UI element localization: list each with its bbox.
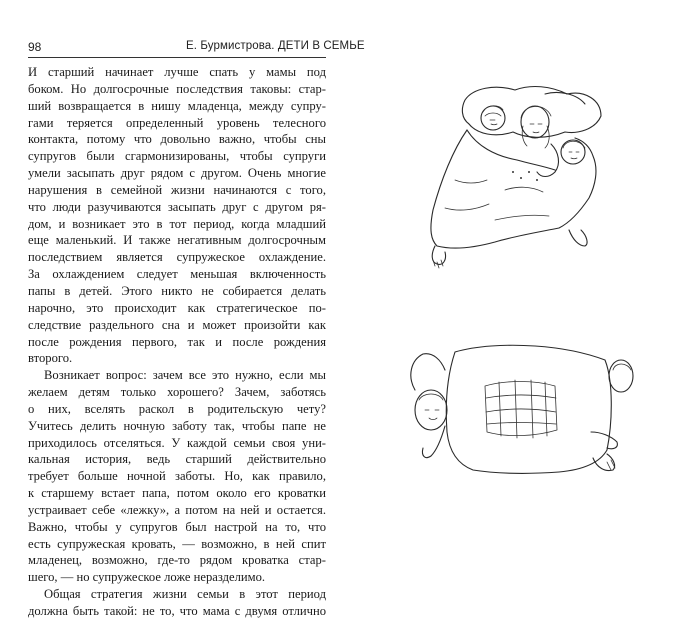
illustrations-svg [345,60,645,500]
text-line: о них, вселять раскол в родительскую чету? [28,401,326,416]
text-line: младенец, возможно, где-то рядом кроватка стар- [28,553,326,568]
text-line: нарушения в семейной жизни начинаются с того, [28,182,326,197]
text-line: ший возвращается в нишу младенца, между супру- [28,98,326,113]
text-line: дом, и возникает это в тот период, когда младший [28,216,326,231]
text-line: желаем детям только хорошего? Зачем, заботясь [28,385,326,400]
text-line: Общая стратегия жизни семьи в этот период [44,587,326,602]
text-line: должна быть такой: не то, что мама с двумя отлично [28,604,326,618]
running-head: Е. Бурмистрова. ДЕТИ В СЕМЬЕ [186,40,365,52]
header-rule [28,57,326,58]
text-line: контакта, потому что довольно важно, чтобы сны [28,132,326,147]
text-line: еще маленький. И также негативным долгосрочным [28,233,326,248]
text-line: шего, — но супружеское ложе неразделимо. [28,570,266,585]
illustrations [345,60,645,500]
text-line: гами теряется определенный уровень телесного [28,115,326,130]
body-text [28,64,326,620]
text-line: папы в детей. Этого никто не собирается делать [28,283,326,298]
text-line: требует больше ночной заботы. Но, как правило, [28,469,326,484]
text-line: после рождения первого, так и после рождения [28,334,326,349]
text-line: есть супружеская кровать, — возможно, в ней спит [28,536,326,551]
text-line: умели засыпать друг рядом с другом. Очень многие [28,166,326,181]
text-line: к старшему встает папа, потом около его кроватки [28,486,326,501]
text-line: Возникает вопрос: зачем все это нужно, если мы [44,368,326,383]
parents-sleeping-apart-drawing [411,345,633,473]
text-line: супругов были сгармонизированы, чтобы супруги [28,149,326,164]
text-line: кальная история, ведь старший действительно [28,452,326,467]
family-sleeping-together-drawing [431,87,601,268]
text-line: устраивает себе «лежку», а потом на ней и остается. [28,502,326,517]
text-line: последствием является супружеское охлаждение. [28,250,326,265]
page-number: 98 [28,40,42,54]
text-line: второго. [28,351,73,366]
text-line: следствие раздельного сна и может произойти как [28,317,326,332]
text-line: За охлаждением следует меньшая включенность [28,267,326,282]
text-line: Учитесь делить ночную заботу так, чтобы папе не [28,418,326,433]
text-line: Важно, чтобы у супругов был настрой на то, что [28,519,326,534]
text-line: приходилось отселяться. У каждой семьи своя уни- [28,435,326,450]
text-line: боком. Но долгосрочные последствия таковы: стар- [28,81,326,96]
text-line: нарочно, это происходит как стратегическое по- [28,300,326,315]
text-line: И старший начинает лучше спать у мамы под [28,65,326,79]
text-line: что люди разучиваются засыпать друг с другом ря- [28,199,326,214]
